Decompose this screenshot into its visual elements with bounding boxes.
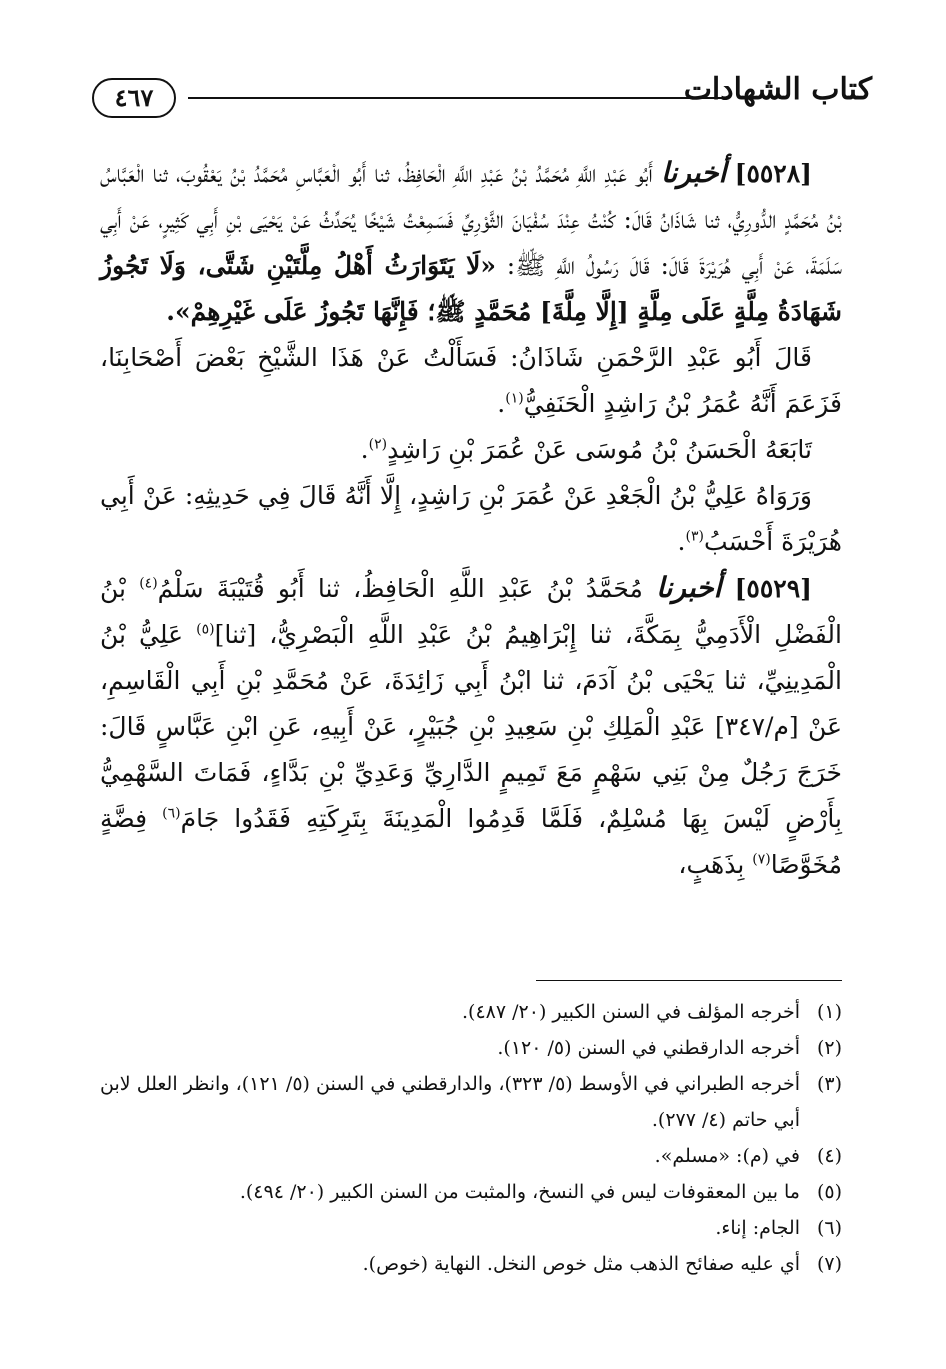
- header-rule: [188, 97, 726, 99]
- footnote-text: ما بين المعقوفات ليس في النسخ، والمثبت من السنن الكبير (٢٠/ ٤٩٤).: [239, 1181, 800, 1203]
- footnote-number: (٦): [816, 1217, 842, 1239]
- footnote-text: الجام: إناء.: [715, 1217, 800, 1239]
- footnote-number: (٣): [816, 1073, 842, 1095]
- footnote-item: [100, 1066, 842, 1138]
- footnote-number: (٤): [816, 1145, 842, 1167]
- page-header: [92, 64, 872, 136]
- footnote-ref: (٧): [752, 851, 771, 868]
- akhbarana-label: أخبرنا: [661, 156, 727, 189]
- footnote-item: [100, 994, 842, 1030]
- footnote-item: [100, 1138, 842, 1174]
- footnote-number: (٢): [816, 1037, 842, 1059]
- hadith-number: [٥٥٢٨]: [734, 159, 813, 188]
- footnote-ref: (٢): [368, 436, 388, 453]
- akhbarana-label: أخبرنا: [656, 571, 722, 604]
- footnote-number: (٥): [816, 1181, 842, 1203]
- footnote-ref: (٤): [139, 575, 158, 592]
- main-text: [100, 150, 842, 888]
- footnote-text: في (م): «مسلم».: [654, 1145, 800, 1167]
- paragraph-rawahu: وَرَوَاهُ عَلِيُّ بْنُ الْجَعْدِ عَنْ عُمَرَ بْنِ رَاشِدٍ، إِلَّا أَنَّهُ قَالَ فِي حَدِيثِهِ: عَنْ أَبِي هُرَيْرَةَ أَحْسَبُ$^{(٣)}$.: [100, 481, 842, 556]
- footnote-text: أخرجه الدارقطني في السنن (٥/ ١٢٠).: [497, 1037, 800, 1059]
- footnote-ref: (١): [505, 390, 524, 407]
- hadith-5529: [100, 565, 842, 888]
- footnote-text: أخرجه الطبراني في الأوسط (٥/ ٣٢٣)، والدارقطني في السنن (٥/ ١٢١)، وانظر العلل لابن أبي حاتم (٤/ ٢٧٧).: [100, 1073, 800, 1131]
- footnote-number: (١): [816, 1001, 842, 1023]
- footnote-ref: (٦): [162, 805, 181, 822]
- footnote-ref: (٣): [685, 528, 704, 545]
- book-title: كتاب الشهادات: [683, 72, 872, 107]
- footnote-separator: [536, 980, 842, 981]
- footnote-text: أخرجه المؤلف في السنن الكبير (٢٠/ ٤٨٧).: [462, 1001, 800, 1023]
- paragraph-tabaahu: تَابَعَهُ الْحَسَنُ بْنُ مُوسَى عَنْ عُمَرَ بْنِ رَاشِدٍ$^{(٢)}$.: [360, 435, 812, 464]
- hadith-text: أَبُو عَبْدِ اللَّهِ مُحَمَّدُ بْنُ عَبْدِ اللَّهِ الْحَافِظُ، ثنا أَبُو الْعَبَّاسِ مُحَمَّدُ بْنُ يَعْقُوبَ، ثنا الْعَبَّاسُ بْنُ مُحَمَّدٍ الدُّورِيُّ، ثنا شَاذَانُ قَالَ: كُنْتُ عِنْدَ سُفْيَانَ الثَّوْرِيِّ فَسَمِعْتُ شَيْخًا يُحَدِّثُ عَنْ يَحْيَى بْنِ أَبِي كَثِيرٍ، عَنْ أَبِي سَلَمَةَ، عَنْ أَبِي هُرَيْرَةَ قَالَ: قَالَ رَسُولُ اللَّهِ ﷺ:: [100, 159, 842, 280]
- hadith-5528: [100, 150, 842, 335]
- paragraph-text: وَرَوَاهُ عَلِيُّ بْنُ الْجَعْدِ عَنْ عُمَرَ بْنِ رَاشِدٍ، إِلَّا أَنَّهُ قَالَ فِي حَدِيثِهِ: عَنْ أَبِي هُرَيْرَةَ أَحْسَبُ: [100, 481, 842, 556]
- prophetic-quote: «لَا يَتَوَارَثُ أَهْلُ مِلَّتَيْنِ شَتَّى، وَلَا تَجُوزُ شَهَادَةُ مِلَّةٍ عَلَى مِلَّةٍ [إِلَّا مِلَّةَ] مُحَمَّدٍ ﷺ؛ فَإِنَّهَا تَجُوزُ عَلَى غَيْرِهِمْ».: [100, 251, 842, 326]
- hadith-text: بِذَهَبٍ،: [678, 850, 745, 879]
- hadith-text: بْنُ الْفَضْلِ الْأَدَمِيُّ بِمَكَّةَ، ثنا إِبْرَاهِيمُ بْنُ عَبْدِ اللَّهِ الْبَصْرِيُّ، [ثنا]: [100, 574, 842, 649]
- footnote-ref: (٥): [196, 621, 215, 638]
- paragraph-text: تَابَعَهُ الْحَسَنُ بْنُ مُوسَى عَنْ عُمَرَ بْنِ رَاشِدٍ: [387, 435, 812, 464]
- page-number: ٤٦٧: [92, 78, 176, 118]
- footnote-item: [100, 1030, 842, 1066]
- paragraph-shadhan: قَالَ أَبُو عَبْدِ الرَّحْمَنِ شَاذَانُ: فَسَأَلْتُ عَنْ هَذَا الشَّيْخِ بَعْضَ أَصْحَابِنَا، فَزَعَمَ أَنَّهُ عُمَرُ بْنُ رَاشِدٍ الْحَنَفِيُّ$^{(١)}$.: [100, 343, 842, 418]
- hadith-text: مُحَمَّدُ بْنُ عَبْدِ اللَّهِ الْحَافِظُ، ثنا أَبُو قُتَيْبَةَ سَلْمُ: [157, 574, 643, 603]
- footnote-item: [100, 1174, 842, 1210]
- footnote-number: (٧): [816, 1253, 842, 1275]
- hadith-text: عَلِيُّ بْنُ الْمَدِينِيِّ، ثنا يَحْيَى بْنُ آدَمَ، ثنا ابْنُ أَبِي زَائِدَةَ، عَنْ مُحَمَّدِ بْنِ أَبِي الْقَاسِمِ، عَنْ [م/٣٤٧] عَبْدِ الْمَلِكِ بْنِ سَعِيدِ بْنِ جُبَيْرٍ، عَنْ أَبِيهِ، عَنِ ابْنِ عَبَّاسٍ قَالَ: خَرَجَ رَجُلٌ مِنْ بَنِي سَهْمٍ مَعَ تَمِيمٍ الدَّارِيِّ وَعَدِيِّ بْنِ بَدَّاءٍ، فَمَاتَ السَّهْمِيُّ بِأَرْضٍ لَيْسَ بِهَا مُسْلِمٌ، فَلَمَّا قَدِمُوا الْمَدِينَةَ بِتَرِكَتِهِ فَقَدُوا جَامَ: [100, 620, 842, 833]
- footnotes: [100, 994, 842, 1282]
- footnote-item: [100, 1210, 842, 1246]
- footnote-item: [100, 1246, 842, 1282]
- footnote-text: أي عليه صفائح الذهب مثل خوص النخل. النهاية (خوص).: [362, 1253, 800, 1275]
- hadith-number: [٥٥٢٩]: [734, 574, 812, 603]
- hadith-text: فِضَّةٍ مُخَوَّصًا: [100, 804, 842, 879]
- paragraph-text: قَالَ أَبُو عَبْدِ الرَّحْمَنِ شَاذَانُ: فَسَأَلْتُ عَنْ هَذَا الشَّيْخِ بَعْضَ أَصْحَابِنَا، فَزَعَمَ أَنَّهُ عُمَرُ بْنُ رَاشِدٍ الْحَنَفِيُّ: [100, 343, 842, 418]
